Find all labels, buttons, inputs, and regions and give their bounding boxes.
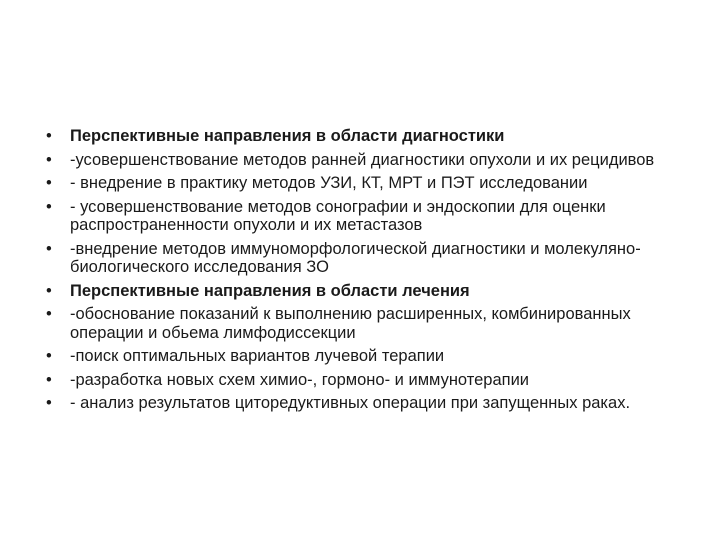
bullet-text: -внедрение методов иммуноморфологической диагностики и молекуляно-биологического исследования ЗО bbox=[70, 239, 641, 276]
bullet-text: -разработка новых схем химио-, гормоно- и иммунотерапии bbox=[70, 370, 530, 389]
bullet-text: - внедрение в практику методов УЗИ, КТ, МРТ и ПЭТ исследовании bbox=[70, 174, 588, 192]
bullet-text: Перспективные направления в области лечения bbox=[70, 281, 470, 300]
bullet-dot: • bbox=[46, 305, 52, 323]
bullet-dot: • bbox=[46, 127, 52, 145]
bullet-item bbox=[46, 240, 686, 277]
bullet-item bbox=[46, 174, 686, 193]
bullet-dot: • bbox=[46, 370, 52, 389]
bullet-dot: • bbox=[46, 174, 52, 192]
bullet-item bbox=[46, 305, 686, 342]
bullet-text: -обоснование показаний к выполнению расширенных, комбинированных операции и обьема лимфодиссекции bbox=[70, 305, 631, 342]
bullet-item bbox=[46, 347, 686, 366]
bullet-dot: • bbox=[46, 239, 52, 258]
bullet-item bbox=[46, 151, 686, 170]
bullet-dot: • bbox=[46, 150, 52, 169]
bullet-dot: • bbox=[46, 347, 52, 365]
bullet-text: - анализ результатов циторедуктивных операции при запущенных раках. bbox=[70, 394, 631, 412]
bullet-item bbox=[46, 198, 686, 235]
bullet-item bbox=[46, 394, 686, 413]
bullet-text: -усовершенствование методов ранней диагностики опухоли и их рецидивов bbox=[70, 150, 655, 169]
bullet-item bbox=[46, 371, 686, 390]
bullet-text: Перспективные направления в области диагностики bbox=[70, 127, 505, 145]
bullet-text: - усовершенствование методов сонографии и эндоскопии для оценки распространенности опухоли и их метастазов bbox=[70, 197, 606, 234]
bullet-item-diagnostics-heading bbox=[46, 127, 686, 146]
bullet-list bbox=[46, 127, 686, 418]
bullet-dot: • bbox=[46, 394, 52, 412]
bullet-item-treatment-heading bbox=[46, 282, 686, 301]
bullet-text: -поиск оптимальных вариантов лучевой терапии bbox=[70, 347, 445, 365]
bullet-dot: • bbox=[46, 197, 52, 216]
bullet-dot: • bbox=[46, 281, 52, 300]
